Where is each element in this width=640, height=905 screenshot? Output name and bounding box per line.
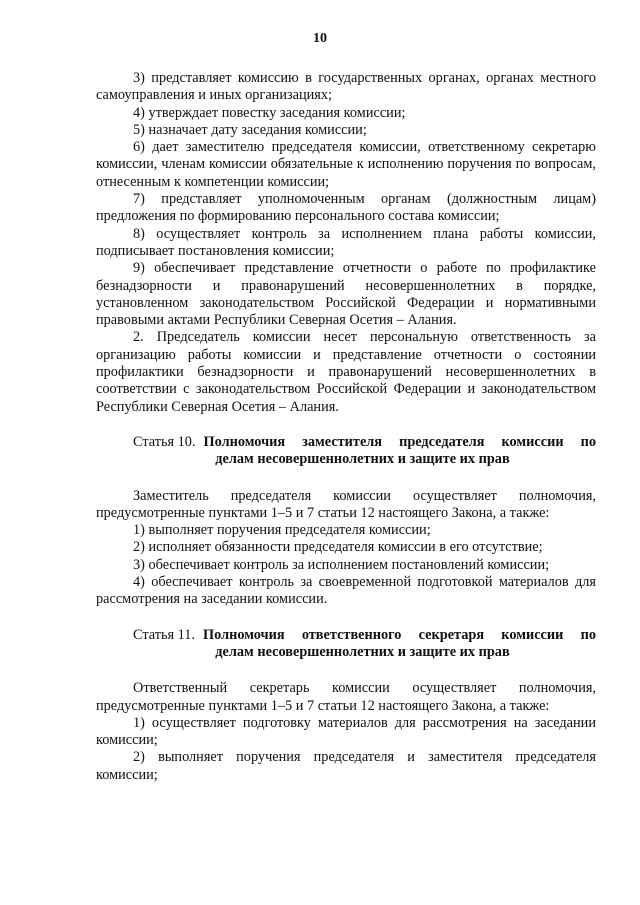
article-title: Полномочия заместителя председателя комиссии по — [203, 433, 596, 450]
paragraph: 1) выполняет поручения председателя комиссии; — [133, 522, 431, 539]
article-10-heading — [96, 434, 596, 469]
paragraph: 2. Председатель комиссии несет персональную ответственность за организацию работы комиссии и представление отчетности о состоянии профилактики безнадзорности и правонарушений несовершеннолетних в соответствии с законодательством Российской Федерации и законодательством Республики Северная Осетия – Алания. — [96, 329, 596, 415]
paragraph: Заместитель председателя комиссии осуществляет полномочия, предусмотренные пунктами 1–5 и 7 статьи 12 настоящего Закона, а также: — [96, 487, 596, 521]
paragraph: 3) обеспечивает контроль за исполнением постановлений комиссии; — [133, 556, 550, 573]
document-body — [96, 70, 596, 784]
paragraph: 3) представляет комиссию в государственных органах, органах местного самоуправления и иных организациях; — [96, 70, 596, 104]
paragraph: 5) назначает дату заседания комиссии; — [133, 121, 367, 138]
article-number: Статья 11. — [133, 626, 196, 643]
article-title: Полномочия ответственного секретаря комиссии по — [203, 626, 596, 643]
article-number: Статья 10. — [133, 433, 196, 450]
paragraph: 6) дает заместителю председателя комиссии, ответственному секретарю комиссии, членам комиссии обязательные к исполнению поручения по вопросам, отнесенным к компетенции комиссии; — [96, 139, 596, 190]
paragraph: Ответственный секретарь комиссии осуществляет полномочия, предусмотренные пунктами 1–5 и 7 статьи 12 настоящего Закона, а также: — [96, 680, 596, 714]
article-11-heading — [96, 627, 596, 662]
paragraph: 8) осуществляет контроль за исполнением плана работы комиссии, подписывает постановления комиссии; — [96, 225, 596, 259]
paragraph: 7) представляет уполномоченным органам (должностным лицам) предложения по формированию персонального состава комиссии; — [96, 191, 596, 225]
paragraph: 4) обеспечивает контроль за своевременной подготовкой материалов для рассмотрения на заседании комиссии. — [96, 574, 596, 608]
paragraph: 2) выполняет поручения председателя и заместителя председателя комиссии; — [96, 749, 596, 783]
paragraph: 2) исполняет обязанности председателя комиссии в его отсутствие; — [133, 539, 543, 556]
article-title-continuation: делам несовершеннолетних и защите их прав — [215, 643, 510, 660]
paragraph: 9) обеспечивает представление отчетности о работе по профилактике безнадзорности и правонарушений несовершеннолетних в порядке, установленном законодательством Российской Федерации и нормативными правовыми актами Республики Северная Осетия – Алания. — [96, 260, 596, 329]
article-title-continuation: делам несовершеннолетних и защите их прав — [215, 451, 510, 468]
paragraph: 4) утверждает повестку заседания комиссии; — [133, 104, 406, 121]
page-number: 10 — [313, 31, 327, 46]
paragraph: 1) осуществляет подготовку материалов для рассмотрения на заседании комиссии; — [96, 714, 596, 749]
